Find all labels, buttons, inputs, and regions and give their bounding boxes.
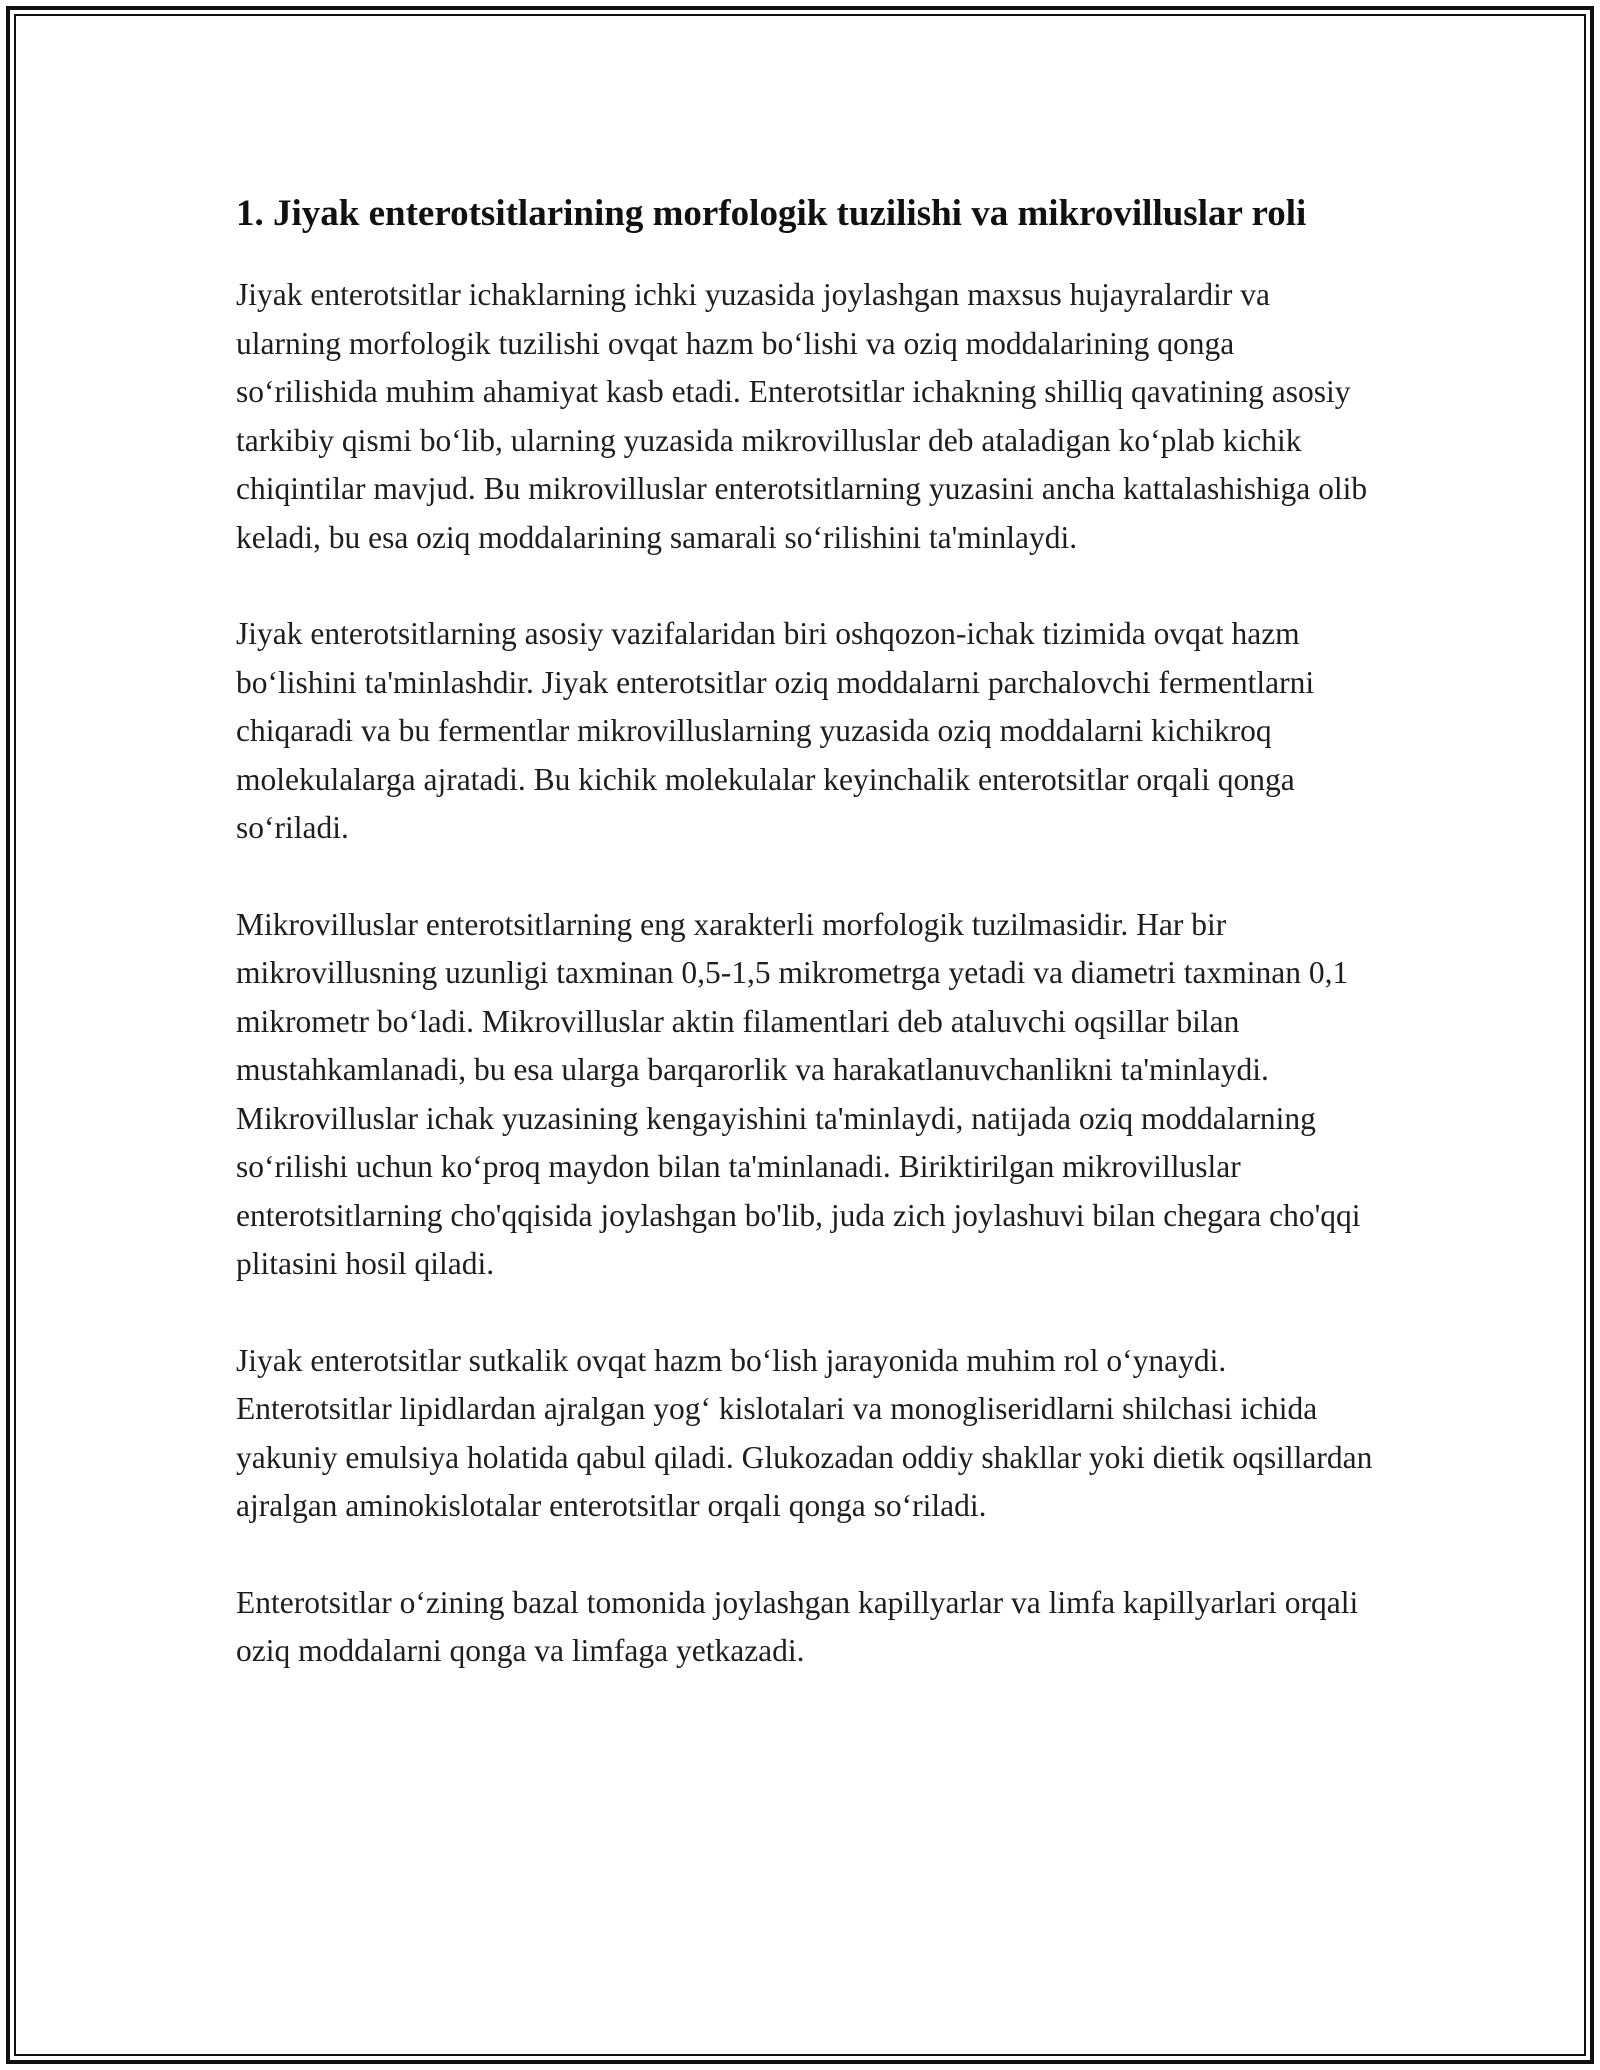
paragraph-1: Jiyak enterotsitlar ichaklarning ichki yuzasida joylashgan maxsus hujayralardir va ularning morfologik tuzilishi ovqat hazm bo‘lishi va oziq moddalarining qonga so‘rilishida muhim ahamiyat kasb etadi. Enterotsitlar ichakning shilliq qavatining asosiy tarkibiy qismi bo‘lib, ularning yuzasida mikrovilluslar deb ataladigan ko‘plab kichik chiqintilar mavjud. Bu mikrovilluslar enterotsitlarning yuzasini ancha kattalashishiga olib keladi, bu esa oziq moddalarining samarali so‘rilishini ta'minlaydi. — [236, 277, 1368, 555]
paragraph-4: Jiyak enterotsitlar sutkalik ovqat hazm bo‘lish jarayonida muhim rol o‘ynaydi. Enterotsitlar lipidlardan ajralgan yog‘ kislotalari va monogliseridlarni shilchasi ichida yakuniy emulsiya holatida qabul qiladi. Glukozadan oddiy shakllar yoki dietik oqsillardan ajralgan aminokislotalar enterotsitlar orqali qonga so‘riladi. — [236, 1342, 1373, 1523]
paragraph-2: Jiyak enterotsitlarning asosiy vazifalaridan biri oshqozon-ichak tizimida ovqat hazm bo‘lishini ta'minlashdir. Jiyak enterotsitlar oziq moddalarni parchalovchi fermentlarni chiqaradi va bu fermentlar mikrovilluslarning yuzasida oziq moddalarni kichikroq molekulalarga ajratadi. Bu kichik molekulalar keyinchalik enterotsitlar orqali qonga so‘riladi. — [236, 616, 1315, 845]
paragraph-3: Mikrovilluslar enterotsitlarning eng xarakterli morfologik tuzilmasidir. Har bir mikrovillusning uzunligi taxminan 0,5-1,5 mikrometrga yetadi va diametri taxminan 0,1 mikrometr bo‘ladi. Mikrovilluslar aktin filamentlari deb ataluvchi oqsillar bilan mustahkamlanadi, bu esa ularga barqarorlik va harakatlanuvchanlikni ta'minlaydi. Mikrovilluslar ichak yuzasining kengayishini ta'minlaydi, natijada oziq moddalarning so‘rilishi uchun ko‘proq maydon bilan ta'minlanadi. Biriktirilgan mikrovilluslar enterotsitlarning cho'qqisida joylashgan bo'lib, juda zich joylashuvi bilan chegara cho'qqi plitasini hosil qiladi. — [236, 906, 1361, 1281]
section-heading: 1. Jiyak enterotsitlarining morfologik tuzilishi va mikrovilluslar roli — [236, 193, 1307, 234]
paragraph-5: Enterotsitlar o‘zining bazal tomonida joylashgan kapillyarlar va limfa kapillyarlari orqali oziq moddalarni qonga va limfaga yetkazadi. — [236, 1584, 1359, 1668]
document-body — [236, 186, 1376, 1724]
